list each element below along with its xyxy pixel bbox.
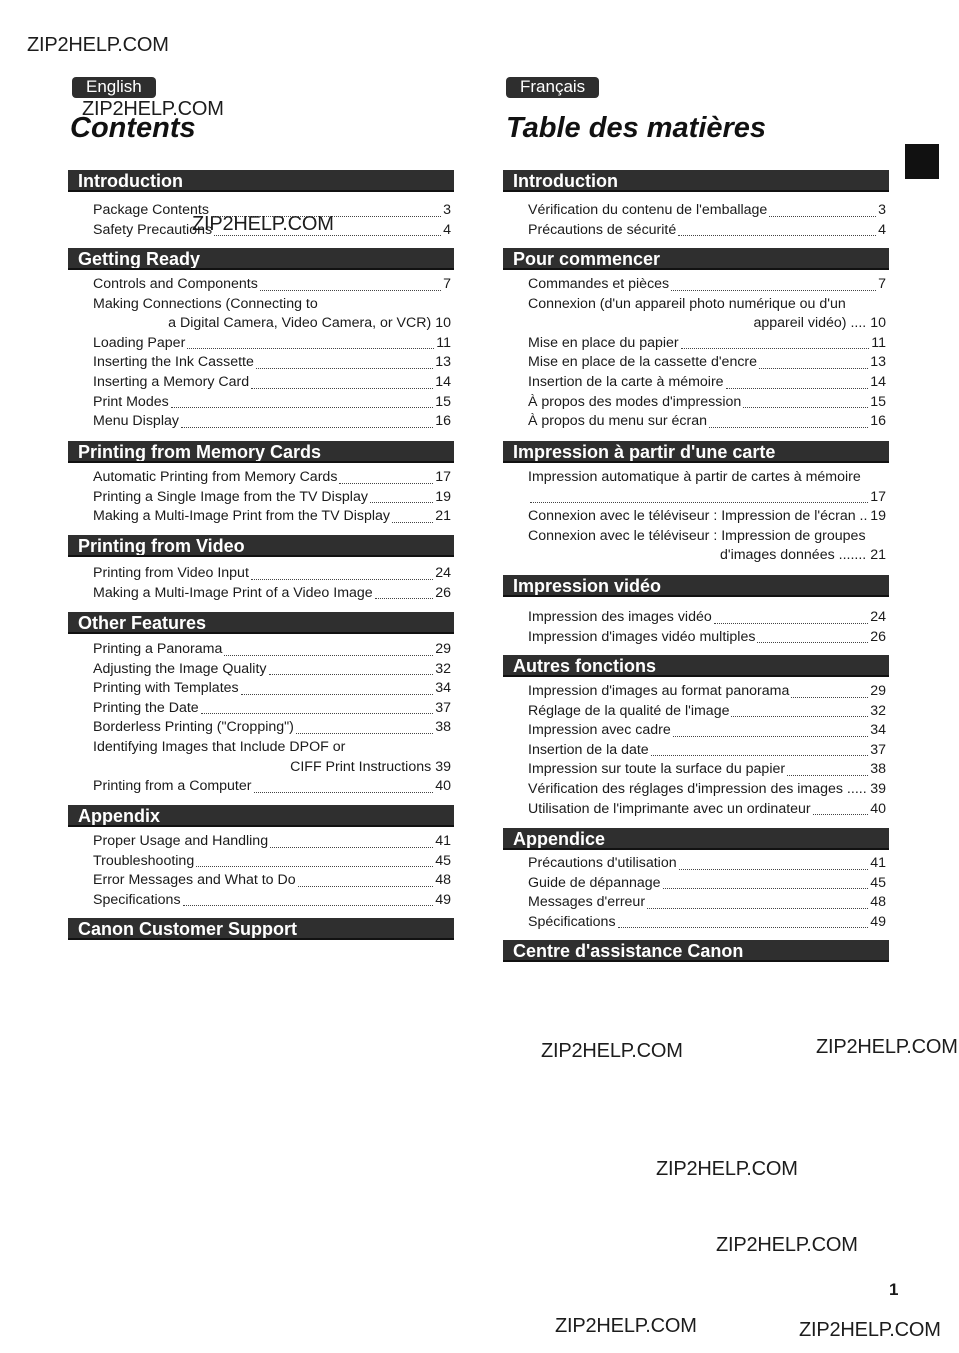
toc-entry bbox=[528, 507, 886, 527]
toc-entry-page: 3 bbox=[878, 202, 886, 218]
toc-entry bbox=[528, 702, 886, 722]
toc-entry-title: CIFF Print Instructions bbox=[290, 758, 432, 775]
toc-entry bbox=[528, 314, 886, 334]
toc-entry bbox=[528, 741, 886, 761]
toc-entry-title: Troubleshooting bbox=[93, 852, 195, 869]
section-heading: Introduction bbox=[68, 170, 454, 192]
section-heading: Autres fonctions bbox=[503, 655, 889, 677]
section-heading: Printing from Video bbox=[68, 535, 454, 557]
dot-leader bbox=[647, 896, 868, 909]
dot-leader bbox=[254, 780, 434, 793]
toc-list bbox=[93, 201, 451, 240]
toc-entry bbox=[93, 393, 451, 413]
toc-entry-title: Connexion avec le téléviseur : Impression de groupes bbox=[528, 527, 866, 544]
toc-entry-page: 34 bbox=[870, 722, 886, 739]
toc-entry bbox=[93, 679, 451, 699]
toc-entry-title: Inserting the Ink Cassette bbox=[93, 354, 254, 371]
toc-entry bbox=[528, 201, 886, 221]
toc-entry-page: 15 bbox=[870, 393, 886, 410]
toc-entry bbox=[93, 871, 451, 891]
toc-entry-title: Making a Multi-Image Print from the TV Display bbox=[93, 508, 390, 525]
toc-entry-title: Précautions de sécurité bbox=[528, 221, 677, 238]
dot-leader bbox=[375, 586, 434, 599]
toc-entry-title: Printing with Templates bbox=[93, 680, 239, 697]
dot-leader bbox=[270, 835, 433, 848]
toc-entry bbox=[528, 780, 886, 800]
toc-entry-page: 4 bbox=[443, 221, 451, 238]
toc-list bbox=[93, 468, 451, 527]
toc-entry-title: Print Modes bbox=[93, 393, 169, 410]
toc-entry-title: Inserting a Memory Card bbox=[93, 373, 250, 390]
toc-entry bbox=[528, 721, 886, 741]
dot-leader bbox=[260, 278, 441, 291]
dot-leader bbox=[256, 356, 433, 369]
watermark: ZIP2HELP.COM bbox=[816, 1036, 958, 1058]
toc-entry-page: 11 bbox=[436, 334, 451, 351]
page-number: 1 bbox=[889, 1280, 899, 1299]
toc-entry-page: 48 bbox=[435, 872, 451, 889]
dot-leader bbox=[370, 490, 433, 503]
toc-entry bbox=[528, 221, 886, 241]
toc-entry-page: 40 bbox=[870, 800, 886, 817]
toc-entry-title: Connexion (d'un appareil photo numérique ou d'un bbox=[528, 295, 846, 312]
english-title: Contents bbox=[70, 112, 196, 144]
toc-entry bbox=[93, 640, 451, 660]
dot-leader bbox=[269, 662, 434, 675]
toc-list bbox=[528, 682, 886, 819]
dot-leader bbox=[530, 490, 868, 503]
dot-leader bbox=[681, 336, 870, 349]
dot-leader bbox=[241, 682, 434, 695]
toc-entry bbox=[528, 854, 886, 874]
toc-entry-page: 13 bbox=[435, 354, 451, 371]
dot-leader bbox=[678, 223, 876, 236]
toc-entry bbox=[528, 913, 886, 933]
toc-entry-page: 41 bbox=[435, 833, 451, 849]
toc-entry-title: Safety Precautions bbox=[93, 221, 213, 238]
toc-entry-title: À propos des modes d'impression bbox=[528, 393, 742, 410]
toc-entry-title: Impression d'images au format panorama bbox=[528, 683, 790, 699]
dot-leader bbox=[743, 395, 868, 408]
toc-entry-page: 40 bbox=[435, 778, 451, 795]
dot-leader bbox=[171, 395, 434, 408]
dot-leader bbox=[757, 630, 868, 643]
toc-entry-title: Making Connections (Connecting to bbox=[93, 295, 318, 312]
section-heading: Introduction bbox=[503, 170, 889, 192]
section-heading: Centre d'assistance Canon bbox=[503, 940, 889, 962]
toc-entry bbox=[93, 718, 451, 738]
toc-entry-page: 21 bbox=[435, 508, 451, 525]
toc-entry-title: Menu Display bbox=[93, 413, 179, 430]
toc-entry-title: d'images données ....... bbox=[719, 547, 867, 564]
toc-entry-page: 38 bbox=[870, 761, 886, 778]
watermark: ZIP2HELP.COM bbox=[716, 1234, 858, 1256]
toc-entry bbox=[93, 564, 451, 584]
dot-leader bbox=[759, 356, 868, 369]
watermark: ZIP2HELP.COM bbox=[27, 34, 169, 56]
dot-leader bbox=[663, 876, 869, 889]
toc-entry bbox=[93, 334, 451, 354]
toc-entry-title: Insertion de la date bbox=[528, 741, 649, 758]
section-heading: Impression vidéo bbox=[503, 575, 889, 597]
dot-leader bbox=[651, 743, 869, 756]
toc-entry-title: appareil vidéo) .... bbox=[753, 315, 867, 332]
toc-entry-title: Making a Multi-Image Print of a Video Image bbox=[93, 584, 373, 601]
toc-entry bbox=[528, 893, 886, 913]
toc-entry-title: Impression sur toute la surface du papier bbox=[528, 761, 786, 778]
watermark: ZIP2HELP.COM bbox=[555, 1315, 697, 1337]
toc-entry bbox=[93, 758, 451, 778]
dot-leader bbox=[787, 763, 868, 776]
toc-entry-title: Vérification du contenu de l'emballage bbox=[528, 202, 768, 218]
toc-entry-page: 26 bbox=[870, 628, 886, 645]
toc-entry bbox=[528, 468, 886, 488]
toc-entry-title: Printing from Video Input bbox=[93, 565, 249, 581]
toc-entry-page: 37 bbox=[435, 699, 451, 716]
toc-entry bbox=[93, 221, 451, 241]
toc-entry-title: Printing from a Computer bbox=[93, 778, 252, 795]
dot-leader bbox=[709, 415, 868, 428]
toc-entry-page: 4 bbox=[878, 221, 886, 238]
toc-entry-page: 37 bbox=[870, 741, 886, 758]
toc-entry bbox=[93, 373, 451, 393]
toc-entry bbox=[528, 527, 886, 547]
toc-entry bbox=[528, 488, 886, 508]
dot-leader bbox=[211, 204, 441, 217]
watermark: ZIP2HELP.COM bbox=[541, 1040, 683, 1062]
toc-entry bbox=[528, 682, 886, 702]
section-tab-marker bbox=[905, 144, 939, 179]
toc-entry-title: Identifying Images that Include DPOF or bbox=[93, 738, 346, 755]
toc-entry bbox=[93, 738, 451, 758]
toc-entry-page: 32 bbox=[435, 660, 451, 677]
toc-list bbox=[93, 564, 451, 603]
dot-leader bbox=[714, 611, 868, 624]
toc-entry bbox=[93, 295, 451, 315]
toc-entry-page: 11 bbox=[871, 334, 886, 351]
section-heading: Getting Ready bbox=[68, 248, 454, 270]
toc-entry-title: Mise en place de la cassette d'encre bbox=[528, 354, 758, 371]
toc-entry-page: 32 bbox=[870, 702, 886, 719]
dot-leader bbox=[224, 643, 433, 656]
toc-entry-page: 10 bbox=[870, 315, 886, 332]
toc-entry-title: Impression d'images vidéo multiples bbox=[528, 628, 756, 645]
toc-entry-page: 14 bbox=[435, 373, 451, 390]
french-title: Table des matières bbox=[506, 112, 767, 144]
toc-entry bbox=[93, 891, 451, 911]
section-heading: Appendice bbox=[503, 828, 889, 850]
toc-entry-title: Printing a Panorama bbox=[93, 641, 223, 657]
toc-entry bbox=[93, 353, 451, 373]
toc-entry-title: Adjusting the Image Quality bbox=[93, 660, 267, 677]
toc-list bbox=[528, 468, 886, 566]
toc-entry-title: Impression des images vidéo bbox=[528, 609, 712, 625]
toc-entry-title: Printing a Single Image from the TV Display bbox=[93, 488, 368, 505]
section-heading: Printing from Memory Cards bbox=[68, 441, 454, 463]
toc-entry bbox=[93, 468, 451, 488]
toc-list bbox=[93, 275, 451, 432]
toc-entry-page: 13 bbox=[870, 354, 886, 371]
toc-entry-page: 49 bbox=[870, 913, 886, 930]
section-heading: Appendix bbox=[68, 805, 454, 827]
toc-entry-page: 49 bbox=[435, 891, 451, 908]
dot-leader bbox=[339, 471, 433, 484]
toc-entry-title: Proper Usage and Handling bbox=[93, 833, 269, 849]
toc-entry-page: 17 bbox=[870, 488, 886, 505]
toc-entry-title: Insertion de la carte à mémoire bbox=[528, 373, 724, 390]
toc-entry bbox=[528, 295, 886, 315]
dot-leader bbox=[679, 857, 869, 870]
toc-entry-title: Impression avec cadre bbox=[528, 722, 671, 739]
dot-leader bbox=[187, 336, 434, 349]
toc-list bbox=[93, 832, 451, 910]
english-language-badge: English bbox=[72, 77, 156, 98]
toc-entry bbox=[93, 507, 451, 527]
toc-entry-title: Vérification des réglages d'impression des images ..... bbox=[528, 780, 867, 797]
toc-entry bbox=[93, 412, 451, 432]
toc-entry-title: Controls and Components bbox=[93, 276, 258, 292]
toc-entry-title: Utilisation de l'imprimante avec un ordinateur bbox=[528, 800, 811, 817]
toc-entry-title: À propos du menu sur écran bbox=[528, 413, 708, 430]
toc-list bbox=[528, 608, 886, 647]
dot-leader bbox=[251, 567, 433, 580]
section-heading: Pour commencer bbox=[503, 248, 889, 270]
toc-entry-title: Spécifications bbox=[528, 913, 616, 930]
dot-leader bbox=[181, 415, 433, 428]
toc-entry-page: 29 bbox=[870, 683, 886, 699]
toc-entry-title: Réglage de la qualité de l'image bbox=[528, 702, 730, 719]
dot-leader bbox=[201, 701, 434, 714]
toc-entry-page: 24 bbox=[870, 609, 886, 625]
toc-entry-page: 34 bbox=[435, 680, 451, 697]
toc-entry-page: 38 bbox=[435, 719, 451, 736]
toc-entry bbox=[93, 699, 451, 719]
toc-entry-page: 3 bbox=[443, 202, 451, 218]
toc-entry-title: Specifications bbox=[93, 891, 181, 908]
watermark: ZIP2HELP.COM bbox=[82, 98, 224, 120]
section-heading: Other Features bbox=[68, 612, 454, 634]
toc-entry-page: 14 bbox=[870, 373, 886, 390]
toc-entry-page: 45 bbox=[870, 874, 886, 891]
toc-entry-title: Automatic Printing from Memory Cards bbox=[93, 469, 338, 485]
toc-entry bbox=[528, 373, 886, 393]
dot-leader bbox=[251, 376, 433, 389]
toc-entry-page: 21 bbox=[870, 547, 886, 564]
toc-entry-title: Mise en place du papier bbox=[528, 334, 679, 351]
toc-list bbox=[528, 854, 886, 932]
toc-entry-title: Connexion avec le téléviseur : Impression de l'écran .. bbox=[528, 508, 868, 525]
toc-entry-title: Error Messages and What to Do bbox=[93, 872, 296, 889]
section-heading: Canon Customer Support bbox=[68, 918, 454, 940]
watermark: ZIP2HELP.COM bbox=[799, 1319, 941, 1341]
toc-entry bbox=[93, 832, 451, 852]
toc-entry-page: 41 bbox=[870, 855, 886, 871]
dot-leader bbox=[214, 223, 441, 236]
toc-list bbox=[93, 640, 451, 797]
french-language-badge: Français bbox=[506, 77, 599, 98]
toc-entry-page: 17 bbox=[435, 469, 451, 485]
toc-entry-page: 19 bbox=[870, 508, 886, 525]
dot-leader bbox=[813, 802, 869, 815]
toc-list bbox=[528, 201, 886, 240]
toc-entry bbox=[528, 353, 886, 373]
toc-entry bbox=[528, 412, 886, 432]
dot-leader bbox=[392, 510, 433, 523]
toc-entry-page: 48 bbox=[870, 894, 886, 911]
toc-entry-page: 15 bbox=[435, 393, 451, 410]
toc-entry bbox=[528, 760, 886, 780]
toc-entry bbox=[528, 800, 886, 820]
toc-entry bbox=[528, 393, 886, 413]
toc-entry-page: 39 bbox=[435, 758, 451, 775]
toc-entry-page: 29 bbox=[435, 641, 451, 657]
toc-entry bbox=[528, 334, 886, 354]
toc-entry bbox=[528, 275, 886, 295]
dot-leader bbox=[296, 721, 433, 734]
watermark: ZIP2HELP.COM bbox=[656, 1158, 798, 1180]
toc-entry bbox=[93, 852, 451, 872]
toc-entry-title: Borderless Printing ("Cropping") bbox=[93, 719, 294, 736]
dot-leader bbox=[791, 685, 868, 698]
toc-entry-title: Guide de dépannage bbox=[528, 874, 661, 891]
toc-entry-page: 16 bbox=[435, 413, 451, 430]
toc-entry bbox=[93, 314, 451, 334]
toc-entry bbox=[528, 546, 886, 566]
toc-entry bbox=[93, 201, 451, 221]
toc-entry bbox=[528, 628, 886, 648]
toc-entry bbox=[93, 275, 451, 295]
toc-entry-title: a Digital Camera, Video Camera, or VCR) bbox=[168, 315, 432, 332]
toc-entry bbox=[93, 777, 451, 797]
dot-leader bbox=[618, 915, 869, 928]
toc-entry-page: 7 bbox=[878, 276, 886, 292]
toc-entry-title: Précautions d'utilisation bbox=[528, 855, 677, 871]
toc-entry-title: Printing the Date bbox=[93, 699, 199, 716]
toc-entry bbox=[528, 608, 886, 628]
dot-leader bbox=[769, 204, 876, 217]
toc-entry-page: 24 bbox=[435, 565, 451, 581]
toc-entry-page: 19 bbox=[435, 488, 451, 505]
toc-entry-title: Impression automatique à partir de cartes à mémoire bbox=[528, 469, 861, 485]
watermark: ZIP2HELP.COM bbox=[192, 213, 334, 235]
toc-entry-title: Commandes et pièces bbox=[528, 276, 670, 292]
dot-leader bbox=[673, 724, 868, 737]
dot-leader bbox=[731, 704, 868, 717]
toc-entry-page: 26 bbox=[435, 584, 451, 601]
dot-leader bbox=[671, 278, 876, 291]
toc-entry bbox=[93, 584, 451, 604]
toc-entry-title: Loading Paper bbox=[93, 334, 186, 351]
toc-entry-page: 7 bbox=[443, 276, 451, 292]
toc-entry bbox=[93, 660, 451, 680]
dot-leader bbox=[196, 854, 433, 867]
toc-entry-title: Package Contents bbox=[93, 202, 209, 218]
dot-leader bbox=[298, 874, 434, 887]
dot-leader bbox=[183, 893, 434, 906]
section-heading: Impression à partir d'une carte bbox=[503, 441, 889, 463]
toc-entry-page: 45 bbox=[435, 852, 451, 869]
toc-entry bbox=[528, 874, 886, 894]
toc-entry-title: Messages d'erreur bbox=[528, 894, 646, 911]
toc-entry-page: 16 bbox=[870, 413, 886, 430]
toc-entry bbox=[93, 488, 451, 508]
dot-leader bbox=[726, 376, 869, 389]
toc-list bbox=[528, 275, 886, 432]
toc-entry-page: 39 bbox=[870, 780, 886, 797]
toc-entry-page: 10 bbox=[435, 315, 451, 332]
